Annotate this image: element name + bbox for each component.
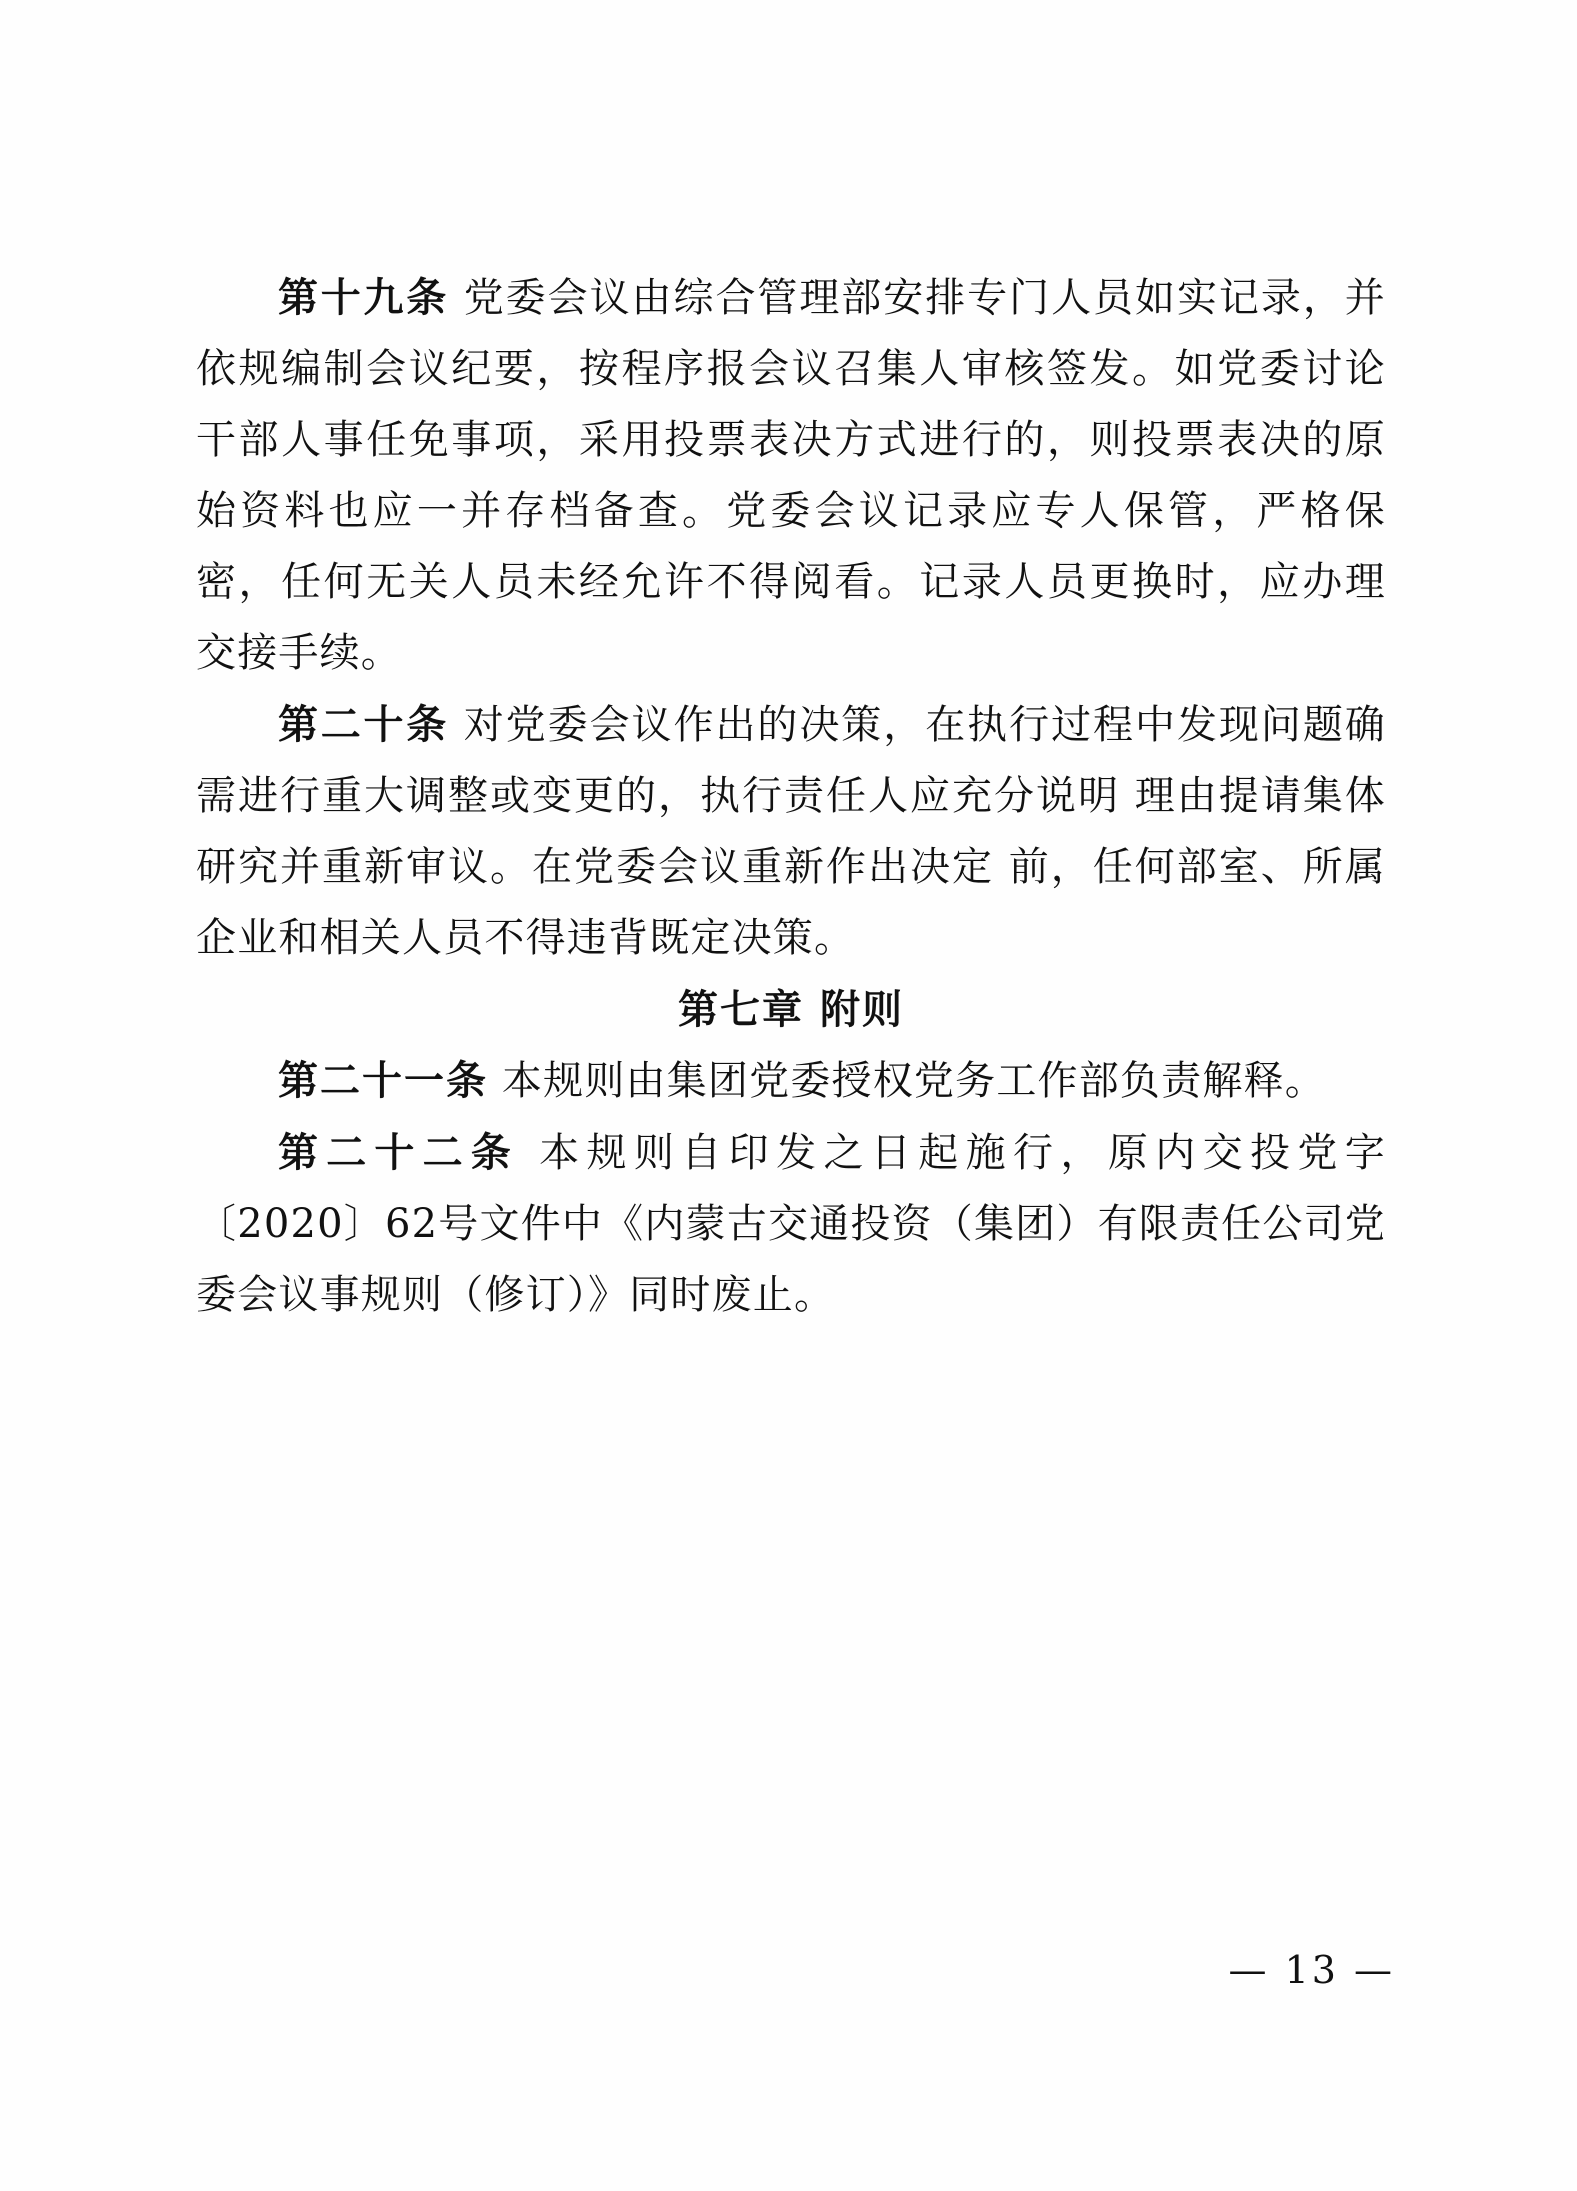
article-21-label: 第二十一条 [278, 1057, 488, 1104]
article-21-text: 本规则由集团党委授权党务工作部负责解释。 [501, 1058, 1326, 1104]
article-20-label: 第二十条 [278, 701, 450, 748]
page-number: — 13 — [1228, 1948, 1395, 1992]
article-21-paragraph [196, 1045, 1386, 1117]
article-22-label: 第二十二条 [278, 1129, 519, 1176]
chapter-7-heading: 第七章 附则 [678, 986, 904, 1033]
article-19-paragraph [196, 262, 1386, 689]
article-20-text: 对党委会议作出的决策，在执行过程中发现问题确需进行重大调整或变更的，执行责任人应充分说明 理由提请集体研究并重新审议。在党委会议重新作出决定 前，任何部室、所属企业和相关人员不得违背既定决策。 [196, 702, 1386, 961]
article-19-label: 第十九条 [278, 274, 450, 321]
article-19-text: 党委会议由综合管理部安排专门人员如实记录，并依规编制会议纪要，按程序报会议召集人审核签发。如党委讨论干部人事任免事项，采用投票表决方式进行的，则投票表决的原始资料也应一并存档备查。党委会议记录应专人保管，严格保密，任何无关人员未经允许不得阅看。记录人员更换时，应办理交接手续。 [196, 275, 1386, 676]
article-20-paragraph [196, 689, 1386, 974]
article-22-paragraph [196, 1117, 1386, 1331]
article-22-text: 本规则自印发之日起施行，原内交投党字〔2020〕62号文件中《内蒙古交通投资（集团）有限责任公司党委会议事规则（修订）》同时废止。 [196, 1130, 1386, 1318]
document-body [196, 262, 1386, 1331]
